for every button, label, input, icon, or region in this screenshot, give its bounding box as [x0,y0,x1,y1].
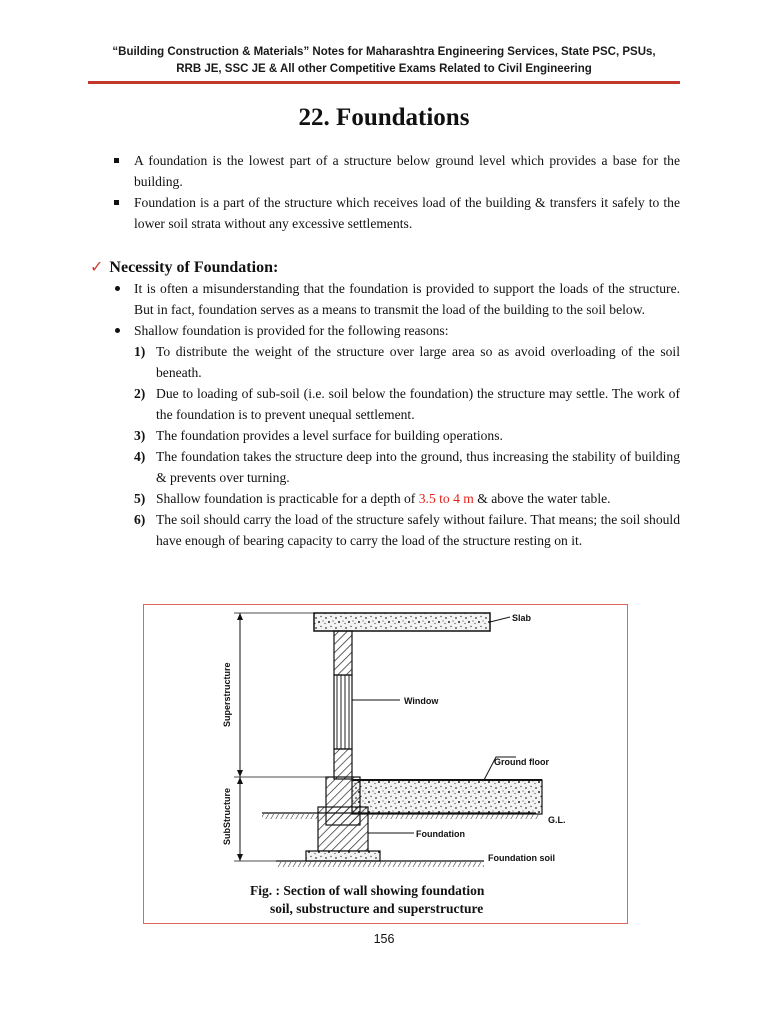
section-heading: ✓ Necessity of Foundation: [90,257,279,276]
intro-bullet-list [114,150,680,234]
necessity-bullet-list [114,278,680,551]
wall-upper [334,631,352,675]
reasons-list [134,341,680,551]
reason-item: 2) Due to loading of sub-soil (i.e. soil below the foundation) the structure may settle. The work of the foundation is to prevent unequal settlement. [134,386,680,422]
necessity-bullet-item: It is often a misunderstanding that the foundation is provided to support the loads of the structure. But in fact, foundation serves as a means to transmit the load of the building to the soil below. [114,278,680,320]
checkmark-icon: ✓ [90,257,104,276]
foundation-section-drawing [144,605,629,925]
slab-leader [490,617,510,622]
square-bullet-icon [114,158,119,163]
page-title: 22. Foundations [298,104,470,131]
window [334,675,352,749]
square-bullet-icon [114,200,119,205]
round-bullet-icon [115,286,120,291]
slab [314,613,490,631]
arrow-up-icon [237,613,243,620]
slab-label: Slab [512,613,532,623]
ground-hatch-right [368,814,540,819]
round-bullet-icon [115,328,120,333]
footing-base [306,851,380,861]
arrow-down-icon [237,770,243,777]
figure-caption-line-1: Fig. : Section of wall showing foundation [250,883,485,898]
reason-item: 5) Shallow foundation is practicable for a depth of 3.5 to 4 m & above the water table. [134,491,611,506]
foundation-label: Foundation [416,829,465,839]
ground-hatch-left [262,814,318,819]
depth-highlight: 3.5 to 4 m [418,491,474,506]
substructure-label: SubStructure [222,787,232,845]
foundation-figure [143,604,628,924]
intro-bullet-item: A foundation is the lowest part of a structure below ground level which provides a base for the building. [114,150,680,192]
foundation-soil-hatch [276,862,484,867]
ground-floor-label: Ground floor [494,757,549,767]
header-rule [88,81,680,84]
window-label: Window [404,696,439,706]
header-line-1: “Building Construction & Materials” Notes for Maharashtra Engineering Services, State PSC, PSUs, [112,46,656,58]
reason-item: 6) The soil should carry the load of the structure safely without failure. That means; the soil should have enough of bearing capacity to carry the load of the structure resting on it. [134,512,680,548]
ground-floor-fill [352,780,542,814]
superstructure-label: Superstructure [222,662,232,727]
reason-item: 1) To distribute the weight of the structure over large area so as avoid overloading of the soil beneath. [134,344,680,380]
page-header [70,44,698,78]
header-line-2: RRB JE, SSC JE & All other Competitive Exams Related to Civil Engineering [176,63,592,75]
arrow-down-icon [237,854,243,861]
reason-item: 3) The foundation provides a level surface for building operations. [134,428,503,443]
necessity-bullet-item: Shallow foundation is provided for the following reasons: 1) To distribute the weight of the structure over large area so as avoid overloading of the soil beneath. 2) Due to loading of sub-soil (i.e. soil below the foundation) the structure may settle. The work of the foundation is to prevent unequal settlement. 3) The foundation provides a level surface for building operations. 4) The foundation takes the structure deep into the ground, thus increasing the stability of building & prevents over turning. 5) Shallow foundation is practicable for a depth of 3.5 to 4 m & above the water table. 6) The soil should carry the load of the structure safely without failure. That means; the soil should have enough of bearing capacity to carry the load of the structure resting on it. [114,320,680,551]
wall-lower [334,749,352,779]
intro-bullet-item: Foundation is a part of the structure which receives load of the building & transfers it safely to the lower soil strata without any excessive settlements. [114,192,680,234]
page-number: 156 [373,932,395,946]
arrow-up-icon [237,777,243,784]
figure-caption-line-2: soil, substructure and superstructure [270,901,484,916]
reason-item: 4) The foundation takes the structure deep into the ground, thus increasing the stability of building & prevents over turning. [134,449,680,485]
gl-label: G.L. [548,815,566,825]
foundation-soil-label: Foundation soil [488,853,555,863]
